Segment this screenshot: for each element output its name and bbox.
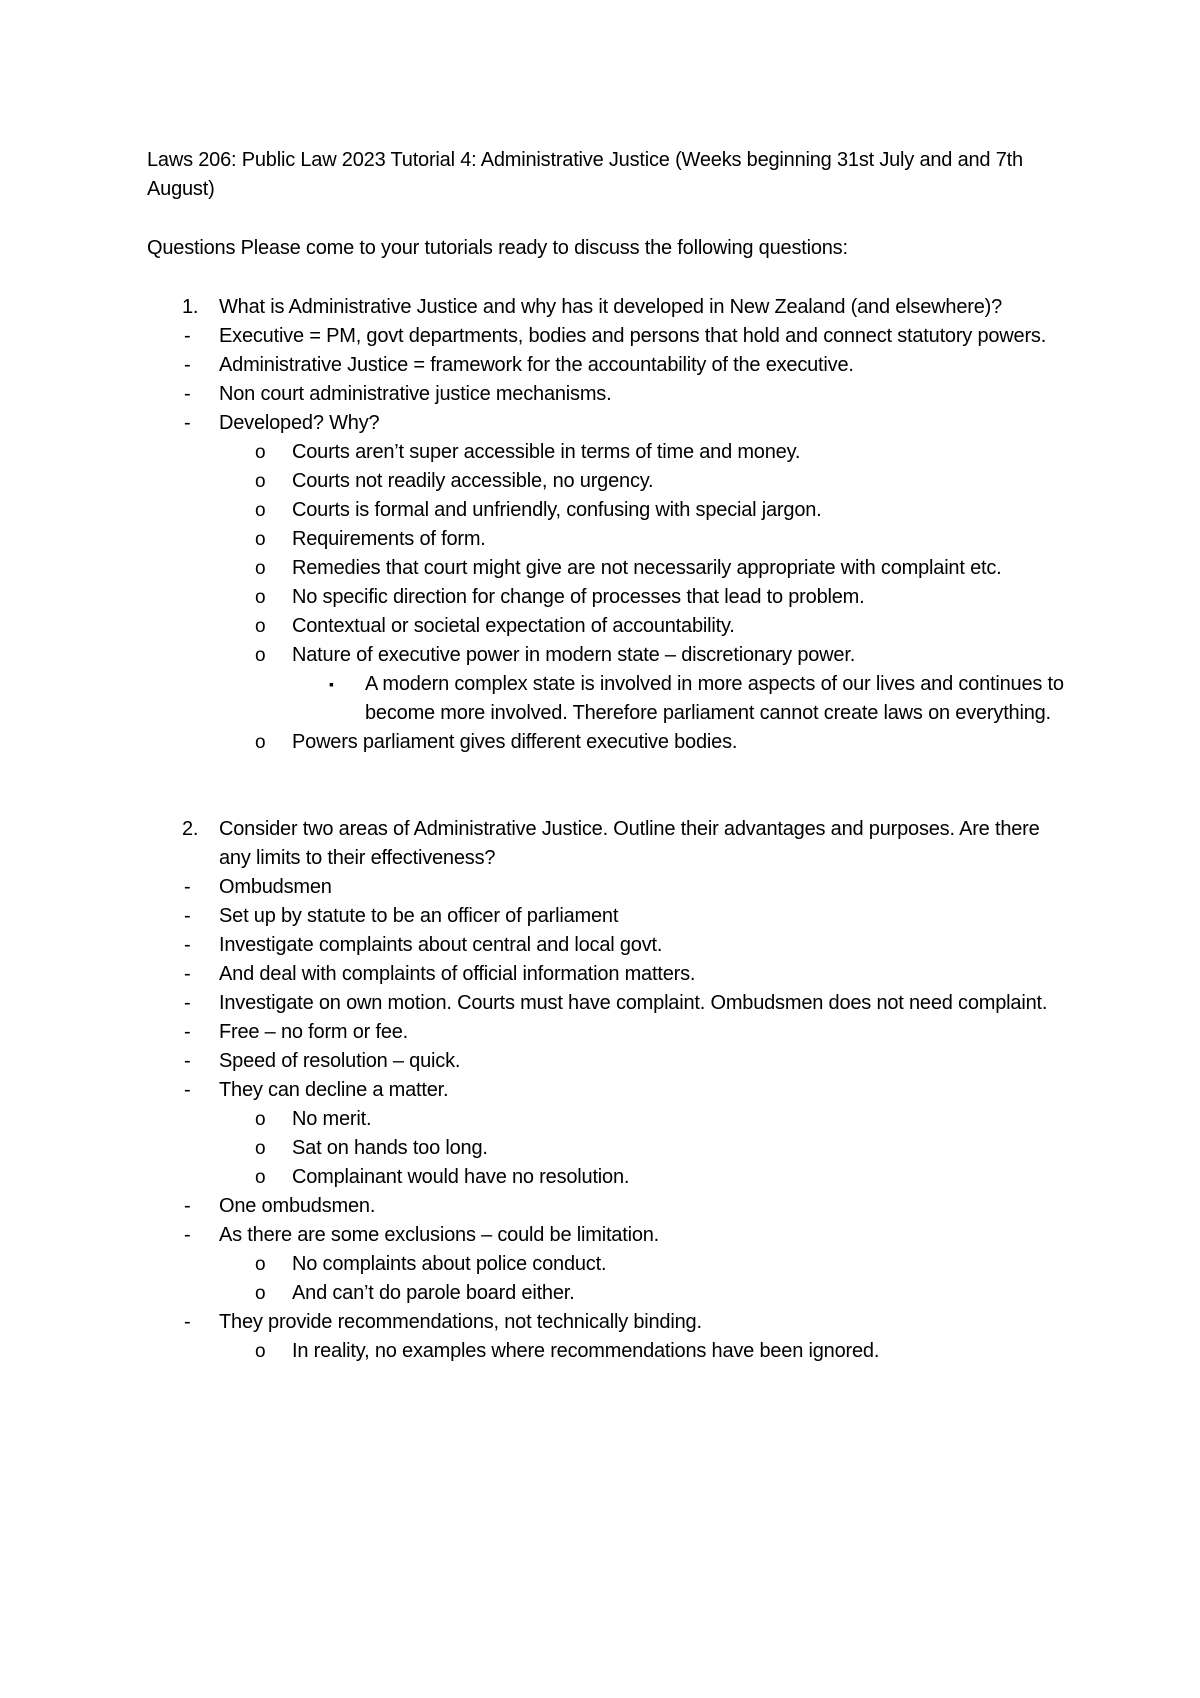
question-2 — [147, 815, 1067, 873]
sub-list-item — [147, 1134, 1067, 1163]
list-item-text: Courts is formal and unfriendly, confusing with special jargon. — [292, 499, 822, 521]
list-item-text: As there are some exclusions – could be limitation. — [219, 1224, 660, 1246]
circle-bullet-icon: o — [255, 1167, 266, 1188]
list-item — [147, 1308, 1067, 1337]
list-item — [147, 902, 1067, 931]
list-item — [147, 960, 1067, 989]
list-item-text: Remedies that court might give are not necessarily appropriate with complaint etc. — [292, 557, 1002, 579]
list-item — [147, 409, 1067, 438]
list-item-text: Complainant would have no resolution. — [292, 1166, 630, 1188]
list-item-text: Executive = PM, govt departments, bodies and persons that hold and connect statutory powers. — [219, 325, 1047, 347]
list-item-text: Powers parliament gives different executive bodies. — [292, 731, 738, 753]
dash-marker: - — [184, 934, 191, 956]
list-item — [147, 931, 1067, 960]
list-item-text: A modern complex state is involved in more aspects of our lives and continues to become more involved. Therefore parliament cannot create laws on everything. — [365, 673, 1064, 724]
list-item-text: And deal with complaints of official information matters. — [219, 963, 696, 985]
circle-bullet-icon: o — [255, 500, 266, 521]
sub-list-item — [147, 554, 1067, 583]
dash-marker: - — [184, 1050, 191, 1072]
sub-list-item — [147, 612, 1067, 641]
list-item-text: Administrative Justice = framework for the accountability of the executive. — [219, 354, 854, 376]
dash-marker: - — [184, 1021, 191, 1043]
square-bullet-icon: ▪ — [329, 676, 334, 692]
question-text: What is Administrative Justice and why has it developed in New Zealand (and elsewhere)? — [219, 296, 1003, 318]
circle-bullet-icon: o — [255, 587, 266, 608]
list-item-text: No specific direction for change of processes that lead to problem. — [292, 586, 865, 608]
sub-list-item — [147, 1337, 1067, 1366]
list-item-text: Courts aren’t super accessible in terms of time and money. — [292, 441, 801, 463]
circle-bullet-icon: o — [255, 558, 266, 579]
circle-bullet-icon: o — [255, 645, 266, 666]
list-item-text: In reality, no examples where recommendations have been ignored. — [292, 1340, 880, 1362]
list-item — [147, 1221, 1067, 1250]
sub-list-item — [147, 467, 1067, 496]
list-item — [147, 1192, 1067, 1221]
document-body — [147, 146, 1067, 1366]
circle-bullet-icon: o — [255, 732, 266, 753]
list-item-text: Investigate on own motion. Courts must have complaint. Ombudsmen does not need complaint. — [219, 992, 1048, 1014]
list-item-text: Nature of executive power in modern state – discretionary power. — [292, 644, 856, 666]
dash-marker: - — [184, 412, 191, 434]
sub-list-item — [147, 1279, 1067, 1308]
sub-list-item — [147, 583, 1067, 612]
list-item-text: Courts not readily accessible, no urgency. — [292, 470, 654, 492]
sub-list-item — [147, 641, 1067, 670]
list-item-text: And can’t do parole board either. — [292, 1282, 575, 1304]
list-item-text: No complaints about police conduct. — [292, 1253, 607, 1275]
list-item — [147, 1018, 1067, 1047]
list-item-text: Sat on hands too long. — [292, 1137, 488, 1159]
list-item-text: Non court administrative justice mechanisms. — [219, 383, 612, 405]
question-number: 2. — [182, 818, 199, 840]
dash-marker: - — [184, 325, 191, 347]
intro-text: Questions Please come to your tutorials ready to discuss the following questions: — [147, 237, 848, 259]
list-item — [147, 380, 1067, 409]
question-1 — [147, 293, 1067, 322]
list-item — [147, 989, 1067, 1018]
list-item-text: They provide recommendations, not technically binding. — [219, 1311, 702, 1333]
circle-bullet-icon: o — [255, 1138, 266, 1159]
dash-marker: - — [184, 1311, 191, 1333]
sub-list-item — [147, 1250, 1067, 1279]
circle-bullet-icon: o — [255, 1283, 266, 1304]
circle-bullet-icon: o — [255, 1341, 266, 1362]
sub-list-item — [147, 1163, 1067, 1192]
list-item-text: Ombudsmen — [219, 876, 332, 898]
list-item-text: Speed of resolution – quick. — [219, 1050, 461, 1072]
dash-marker: - — [184, 876, 191, 898]
circle-bullet-icon: o — [255, 1254, 266, 1275]
dash-marker: - — [184, 1079, 191, 1101]
list-item-text: Set up by statute to be an officer of parliament — [219, 905, 619, 927]
list-item-text: They can decline a matter. — [219, 1079, 449, 1101]
list-item — [147, 873, 1067, 902]
dash-marker: - — [184, 354, 191, 376]
question-text: Consider two areas of Administrative Justice. Outline their advantages and purposes. Are there any limits to their effectiveness? — [219, 818, 1040, 869]
list-item — [147, 351, 1067, 380]
circle-bullet-icon: o — [255, 471, 266, 492]
list-item — [147, 1076, 1067, 1105]
sub-list-item — [147, 525, 1067, 554]
dash-marker: - — [184, 1195, 191, 1217]
sub-list-item — [147, 496, 1067, 525]
sub-list-item — [147, 728, 1067, 757]
list-item-text: No merit. — [292, 1108, 372, 1130]
circle-bullet-icon: o — [255, 616, 266, 637]
circle-bullet-icon: o — [255, 1109, 266, 1130]
list-item — [147, 1047, 1067, 1076]
sub-list-item — [147, 1105, 1067, 1134]
circle-bullet-icon: o — [255, 529, 266, 550]
list-item-text: Free – no form or fee. — [219, 1021, 409, 1043]
dash-marker: - — [184, 383, 191, 405]
sub-sub-list-item — [147, 670, 1067, 728]
list-item-text: Contextual or societal expectation of accountability. — [292, 615, 735, 637]
list-item-text: Developed? Why? — [219, 412, 380, 434]
circle-bullet-icon: o — [255, 442, 266, 463]
document-title: Laws 206: Public Law 2023 Tutorial 4: Administrative Justice (Weeks beginning 31st July and and 7th August) — [147, 149, 1023, 200]
list-item-text: Investigate complaints about central and local govt. — [219, 934, 663, 956]
list-item-text: One ombudsmen. — [219, 1195, 376, 1217]
list-item-text: Requirements of form. — [292, 528, 486, 550]
dash-marker: - — [184, 963, 191, 985]
question-number: 1. — [182, 296, 199, 318]
list-item — [147, 322, 1067, 351]
sub-list-item — [147, 438, 1067, 467]
dash-marker: - — [184, 905, 191, 927]
dash-marker: - — [184, 1224, 191, 1246]
dash-marker: - — [184, 992, 191, 1014]
